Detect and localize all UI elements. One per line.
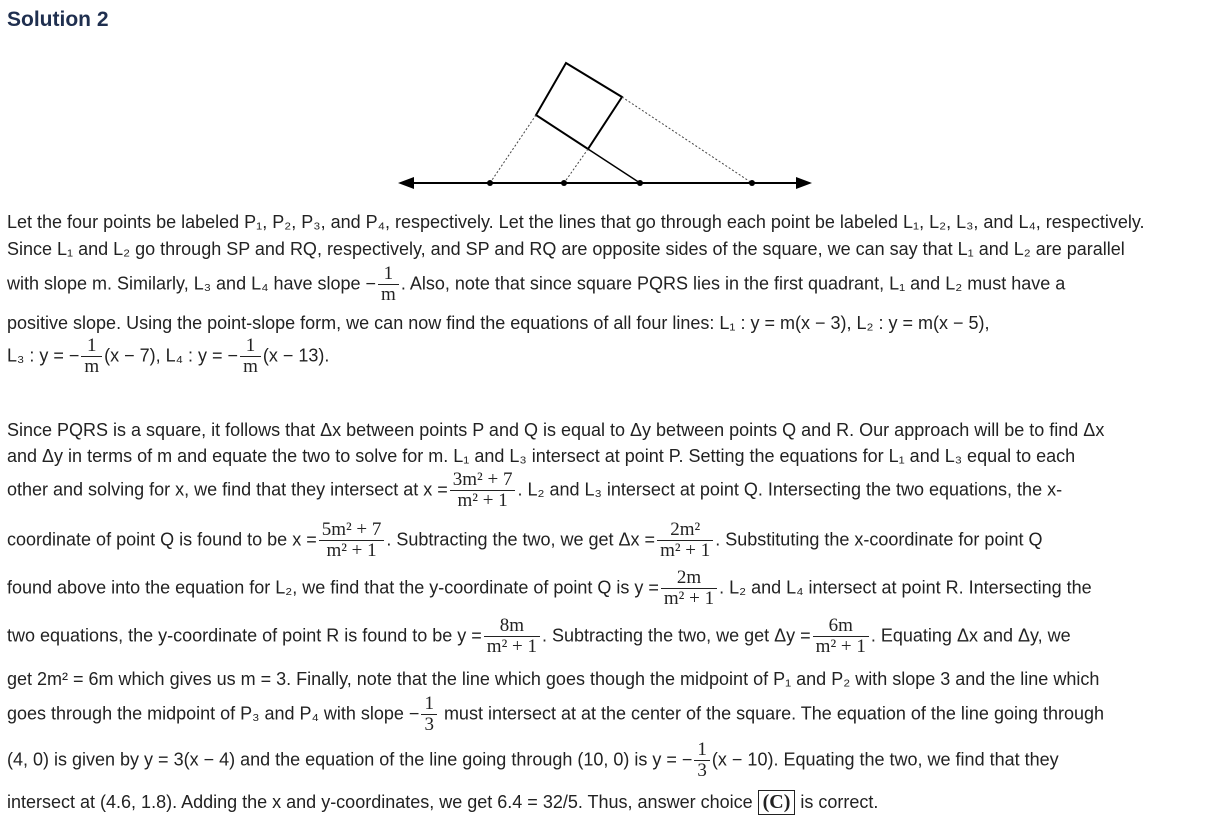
text-span: (4, 0) is given by y = 3(x − 4) and the equation of the line going through (10, 0) is y = − — [7, 749, 693, 770]
text-span: coordinate of point Q is found to be x = — [7, 529, 317, 550]
fraction-denominator: m² + 1 — [663, 588, 715, 609]
fraction — [657, 520, 713, 561]
text-span: goes through the midpoint of P₃ and P₄ with slope − — [7, 703, 420, 724]
text-span: intersect at (4.6, 1.8). Adding the x and y-coordinates, we get 6.4 = 32/5. Thus, answer choice — [7, 792, 753, 812]
fraction — [661, 568, 717, 609]
fraction — [421, 694, 437, 735]
left-arrow-icon — [398, 177, 414, 189]
text-line — [7, 336, 329, 377]
text-line: and Δy in terms of m and equate the two to solve for m. L₁ and L₃ intersect at point P. Setting the equations for L₁ and L₃ equal to each — [7, 446, 1076, 466]
fraction — [319, 520, 385, 561]
point-p1 — [487, 180, 493, 186]
text-line: Let the four points be labeled P₁, P₂, P₃, and P₄, respectively. Let the lines that go through each point be labeled L₁, L₂, L₃, and L₄, respectively. — [7, 212, 1145, 232]
fraction-numerator: 2m — [661, 568, 717, 589]
point-p4 — [749, 180, 755, 186]
answer-box: (C) — [758, 790, 796, 815]
text-line — [7, 568, 1092, 609]
fraction — [450, 470, 516, 511]
text-line — [7, 740, 1059, 781]
fraction-denominator: m² + 1 — [326, 540, 377, 561]
fraction-numerator: 3m² + 7 — [450, 470, 516, 491]
line-l4-dotted — [622, 97, 752, 183]
fraction-numerator: 1 — [694, 740, 710, 761]
text-line — [7, 520, 1042, 561]
point-p2 — [561, 180, 567, 186]
fraction — [813, 616, 869, 657]
text-line: positive slope. Using the point-slope form, we can now find the equations of all four lines: L₁ : y = m(x − 3), L₂ : y = m(x − 5), — [7, 313, 990, 333]
text-line: get 2m² = 6m which gives us m = 3. Finally, note that the line which goes though the midpoint of P₁ and P₂ with slope 3 and the line which — [7, 669, 1100, 689]
text-span: is correct. — [795, 792, 879, 812]
text-span: with slope m. Similarly, L₃ and L₄ have slope − — [7, 273, 377, 294]
paragraph-1 — [7, 212, 1212, 377]
fraction-numerator: 2m² — [657, 520, 713, 541]
fraction-numerator: 5m² + 7 — [319, 520, 385, 541]
paragraph-2 — [7, 420, 1212, 825]
text-span: . Equating Δx and Δy, we — [870, 625, 1071, 646]
text-line — [7, 694, 1104, 735]
text-span: . Also, note that since square PQRS lies in the first quadrant, L₁ and L₂ must have a — [400, 273, 1066, 294]
text-span: must intersect at at the center of the square. The equation of the line going through — [438, 703, 1105, 724]
text-span: . Substituting the x-coordinate for point Q — [715, 529, 1043, 550]
text-line — [7, 616, 1071, 657]
fraction — [484, 616, 540, 657]
text-span: L₃ : y = − — [7, 345, 80, 366]
fraction-denominator: m² + 1 — [457, 490, 508, 511]
fraction — [240, 336, 261, 377]
text-line — [7, 264, 1065, 305]
fraction-denominator: 3 — [424, 714, 434, 735]
line-l2-dotted — [564, 149, 588, 183]
square-pqrs — [536, 63, 622, 149]
fraction-denominator: m — [381, 284, 396, 305]
text-span: (x − 10). Equating the two, we find that they — [711, 749, 1059, 770]
fraction-denominator: m² + 1 — [486, 636, 537, 657]
text-span: (x − 7), L₄ : y = − — [104, 345, 239, 366]
fraction-numerator: 1 — [421, 694, 437, 715]
line-l1-dotted — [490, 115, 536, 183]
fraction-numerator: 1 — [240, 336, 261, 357]
fraction-denominator: m² + 1 — [660, 540, 711, 561]
text-span: (x − 13). — [262, 345, 330, 366]
text-span: two equations, the y-coordinate of point R is found to be y = — [7, 625, 482, 646]
text-line — [7, 470, 1062, 511]
fraction — [378, 264, 399, 305]
text-span: . L₂ and L₄ intersect at point R. Intersecting the — [719, 577, 1092, 598]
text-span: . Subtracting the two, we get Δx = — [386, 529, 656, 550]
text-line: Since PQRS is a square, it follows that Δx between points P and Q is equal to Δy between points Q and R. Our approach will be to find Δx — [7, 420, 1105, 440]
fraction-denominator: m — [243, 356, 258, 377]
fraction-denominator: 3 — [697, 760, 707, 781]
text-span: . Subtracting the two, we get Δy = — [542, 625, 811, 646]
fraction-denominator: m² + 1 — [815, 636, 866, 657]
fraction-numerator: 1 — [81, 336, 102, 357]
text-span: other and solving for x, we find that they intersect at x = — [7, 479, 448, 500]
fraction-numerator: 1 — [378, 264, 399, 285]
fraction-numerator: 6m — [813, 616, 869, 637]
point-p3 — [637, 180, 643, 186]
fraction-denominator: m — [84, 356, 100, 377]
text-span: . L₂ and L₃ intersect at point Q. Intersecting the two equations, the x- — [517, 479, 1063, 500]
fraction — [81, 336, 102, 377]
text-line — [7, 790, 878, 815]
text-line: Since L₁ and L₂ go through SP and RQ, respectively, and SP and RQ are opposite sides of the square, we can say that L₁ and L₂ are parallel — [7, 239, 1125, 259]
fraction-numerator: 8m — [484, 616, 540, 637]
square-triangle-diagram — [390, 55, 820, 195]
right-arrow-icon — [796, 177, 812, 189]
solution-heading: Solution 2 — [7, 8, 109, 31]
line-l3-solid — [588, 149, 640, 183]
fraction — [694, 740, 710, 781]
text-span: found above into the equation for L₂, we find that the y-coordinate of point Q is y = — [7, 577, 659, 598]
